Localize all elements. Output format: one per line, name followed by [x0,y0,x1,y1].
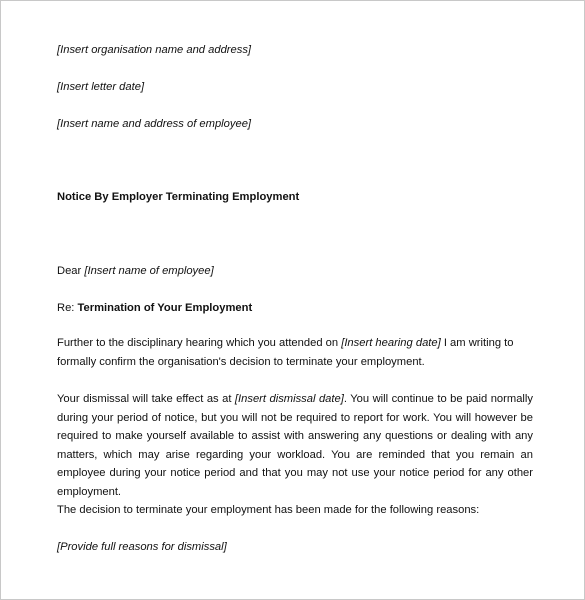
reasons-placeholder: [Provide full reasons for dismissal] [57,541,227,553]
letter-date-placeholder: [Insert letter date] [57,81,145,93]
paragraph-hearing [57,334,533,371]
employee-name-placeholder: [Insert name of employee] [84,265,214,277]
salutation [57,265,214,278]
paragraph-dismissal-body: . You will continue to be paid normally during your period of notice, but you will not be required to report for work. You will however be required to make yourself available to assist with answering any questions or dealing with any matters, which may arise regarding your workload. You are reminded that you remain an employee during your notice period and that you may not use your notice period for any other employment. [57,393,533,498]
salutation-prefix: Dear [57,265,85,277]
notice-title: Notice By Employer Terminating Employment [57,191,300,203]
subject-line [57,302,252,315]
subject-text: Termination of Your Employment [77,302,253,314]
dismissal-date-placeholder: [Insert dismissal date] [234,393,344,405]
paragraph-dismissal [57,390,533,501]
paragraph-hearing-end: I am writing to formally confirm the organisation's decision to terminate your employment. [57,337,514,368]
subject-prefix: Re: [57,302,78,314]
employee-address-placeholder: [Insert name and address of employee] [57,118,252,130]
hearing-date-placeholder: [Insert hearing date] [341,337,441,349]
paragraph-reasons-intro: The decision to terminate your employment has been made for the following reasons: [57,504,480,516]
organisation-placeholder: [Insert organisation name and address] [57,44,252,56]
paragraph-dismissal-start: Your dismissal will take effect as at [57,393,235,405]
paragraph-hearing-start: Further to the disciplinary hearing which you attended on [57,337,342,349]
